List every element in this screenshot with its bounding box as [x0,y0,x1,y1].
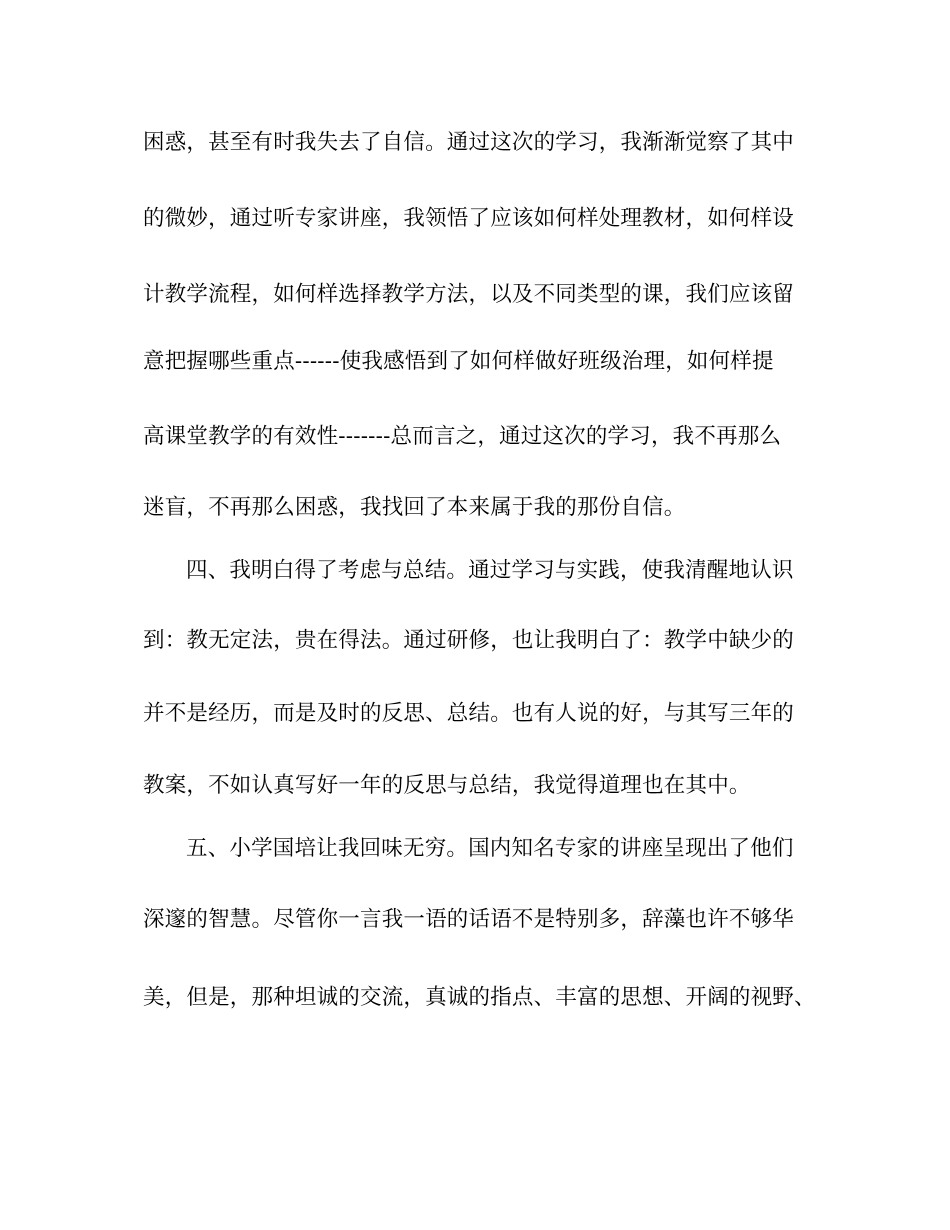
text-line: 深邃的智慧。尽管你一言我一语的话语不是特别多，辞藻也许不够华 [143,907,795,932]
text-line: 意把握哪些重点------使我感悟到了如何样做好班级治理，如何样提 [143,349,774,374]
text-line: 迷盲，不再那么困惑，我找回了本来属于我的那份自信。 [143,495,686,520]
text-line: 困惑，甚至有时我失去了自信。通过这次的学习，我渐渐觉察了其中 [143,130,795,155]
text-line: 计教学流程，如何样选择教学方法，以及不同类型的课，我们应该留 [143,282,795,307]
text-line: 美，但是，那种坦诚的交流，真诚的指点、丰富的思想、开阔的视野、 [143,985,816,1010]
text-line: 高课堂教学的有效性-------总而言之，通过这次的学习，我不再那么 [143,424,782,449]
text-line: 并不是经历，而是及时的反思、总结。也有人说的好，与其写三年的 [143,701,795,726]
text-line: 的微妙，通过听专家讲座，我领悟了应该如何样处理教材，如何样设 [143,206,795,231]
paragraph-first-line: 四、我明白得了考虑与总结。通过学习与实践，使我清醒地认识 [186,558,794,583]
paragraph-first-line: 五、小学国培让我回味无穷。国内知名专家的讲座呈现出了他们 [186,836,794,861]
text-line: 到：教无定法，贵在得法。通过研修，也让我明白了：教学中缺少的 [143,628,795,653]
text-line: 教案，不如认真写好一年的反思与总结，我觉得道理也在其中。 [143,773,751,798]
